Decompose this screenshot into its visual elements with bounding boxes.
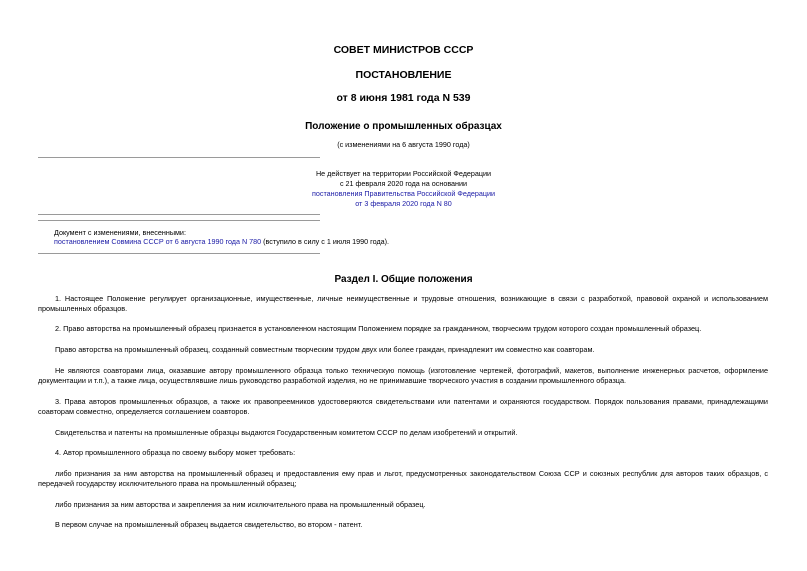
section-title: Раздел I. Общие положения — [334, 274, 473, 285]
document-title: Положение о промышленных образцах — [305, 121, 502, 132]
divider — [38, 157, 320, 158]
status-link-date[interactable]: от 3 февраля 2020 года N 80 — [355, 199, 452, 208]
paragraph: либо признания за ним авторства и закрепления за ним исключительного права на промышленный образец. — [55, 500, 426, 509]
changes-intro: Документ с изменениями, внесенными: — [54, 228, 186, 237]
changes-link[interactable]: постановлением Совмина СССР от 6 августа 1990 года N 780 — [54, 237, 262, 246]
changes-line — [54, 237, 389, 247]
amendments-note: (с изменениями на 6 августа 1990 года) — [337, 140, 470, 149]
paragraph: Право авторства на промышленный образец, созданный совместным творческим трудом двух или более граждан, принадлежит им совместно как соавторам. — [55, 345, 595, 354]
paragraph: 3. Права авторов промышленных образцов, а также их правопреемников удостоверяются свидетельствами или патентами и охраняются государством. Порядок пользования правами, принадлежащими соавторам совместно, определяется соглашением соавторов. — [38, 397, 768, 417]
document-type-heading: ПОСТАНОВЛЕНИЕ — [355, 69, 452, 81]
status-line-2: с 21 февраля 2020 года на основании — [339, 179, 468, 188]
changes-note: (вступило в силу с 1 июля 1990 года). — [261, 237, 390, 246]
issuer-heading: СОВЕТ МИНИСТРОВ СССР — [333, 44, 474, 56]
paragraph: Свидетельства и патенты на промышленные образцы выдаются Государственным комитетом СССР по делам изобретений и открытий. — [55, 428, 518, 437]
divider — [38, 214, 320, 215]
paragraph: либо признания за ним авторства на промышленный образец и предоставления ему прав и льгот, предусмотренных законодательством Союза ССР и союзных республик для авторов таких образцов, с передачей государству исключительного права на промышленный образец; — [38, 469, 768, 489]
divider — [38, 220, 320, 221]
paragraph: 4. Автор промышленного образца по своему выбору может требовать: — [55, 448, 296, 457]
paragraph: Не являются соавторами лица, оказавшие автору промышленного образца только техническую помощь (изготовление чертежей, фотографий, макетов, выполнение инженерных расчетов, оформление документации и т.п.), а также лица, осуществлявшие лишь руководство разработкой изделия, но не принимавшие творческого участия в создании промышленного образца. — [38, 366, 768, 386]
status-line-1: Не действует на территории Российской Федерации — [315, 169, 492, 178]
document-date-number: от 8 июня 1981 года N 539 — [336, 92, 471, 104]
paragraph: 2. Право авторства на промышленный образец признается в установленном настоящим Положением порядке за гражданином, творческим трудом которого создан промышленный образец. — [55, 324, 702, 333]
paragraph: В первом случае на промышленный образец выдается свидетельство, во втором - патент. — [55, 520, 363, 529]
status-link-decree[interactable]: постановления Правительства Российской Федерации — [311, 189, 496, 198]
divider — [38, 253, 320, 254]
paragraph: 1. Настоящее Положение регулирует организационные, имущественные, личные неимущественные и трудовые отношения, возникающие в связи с разработкой, правовой охраной и использованием промышленных образцов. — [38, 294, 768, 314]
